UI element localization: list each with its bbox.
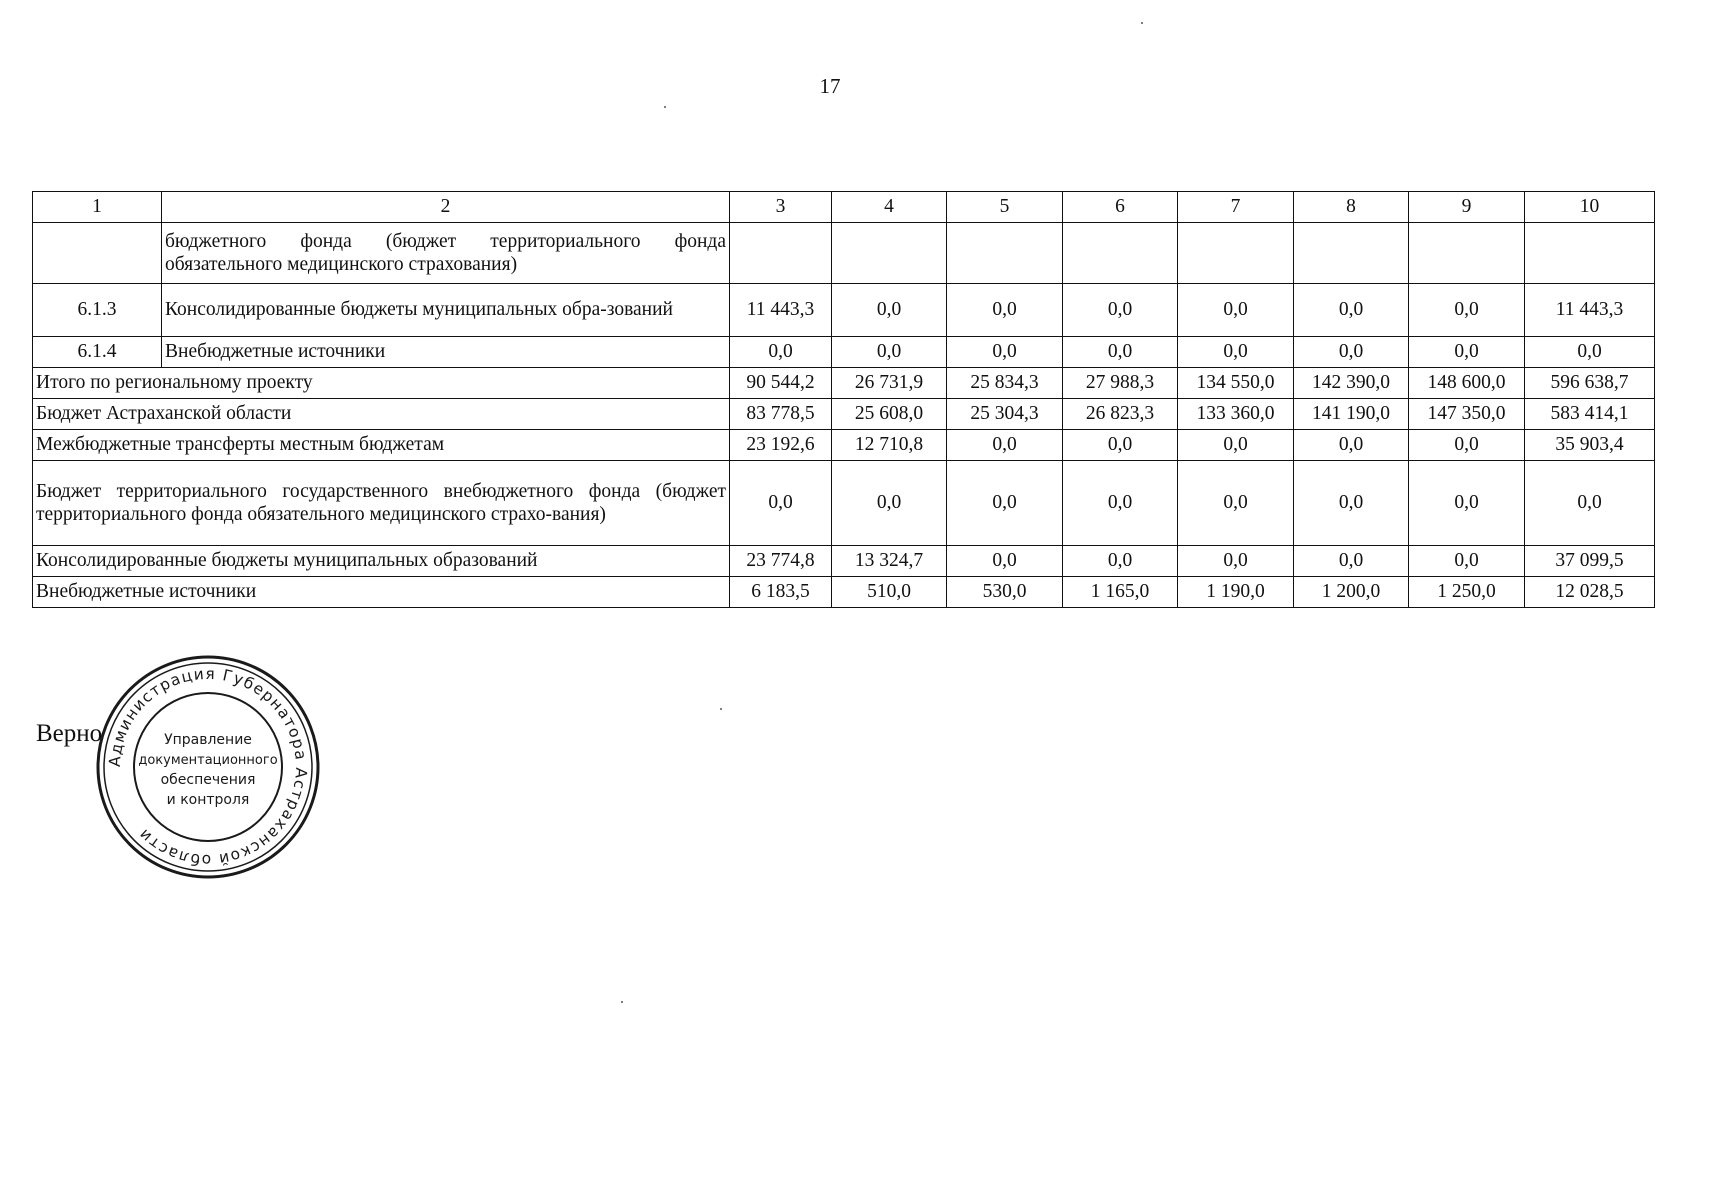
value-cell: 0,0	[1063, 461, 1178, 546]
value-cell	[832, 223, 947, 284]
total-label: Межбюджетные трансферты местным бюджетам	[33, 430, 730, 461]
value-cell: 0,0	[1525, 461, 1655, 546]
value-cell: 1 200,0	[1294, 577, 1409, 608]
value-cell	[1294, 223, 1409, 284]
total-label: Итого по региональному проекту	[33, 368, 730, 399]
value-cell: 83 778,5	[730, 399, 832, 430]
value-cell: 0,0	[1294, 461, 1409, 546]
value-cell: 37 099,5	[1525, 546, 1655, 577]
value-cell: 25 608,0	[832, 399, 947, 430]
value-cell: 0,0	[947, 284, 1063, 337]
stamp-ring-text: Администрация Губернатора Астраханской области	[105, 664, 311, 870]
table-header-row	[33, 192, 1655, 223]
column-header: 7	[1178, 192, 1294, 223]
value-cell: 0,0	[1063, 546, 1178, 577]
value-cell: 0,0	[1409, 284, 1525, 337]
value-cell: 0,0	[1409, 337, 1525, 368]
total-label: Консолидированные бюджеты муниципальных образований	[33, 546, 730, 577]
value-cell: 142 390,0	[1294, 368, 1409, 399]
stamp-center-line: Управление	[164, 732, 252, 748]
column-header: 1	[33, 192, 162, 223]
value-cell: 0,0	[1294, 284, 1409, 337]
value-cell: 0,0	[832, 284, 947, 337]
value-cell	[947, 223, 1063, 284]
value-cell: 596 638,7	[1525, 368, 1655, 399]
value-cell: 0,0	[1178, 284, 1294, 337]
value-cell: 0,0	[730, 337, 832, 368]
value-cell: 23 192,6	[730, 430, 832, 461]
value-cell: 90 544,2	[730, 368, 832, 399]
column-header: 8	[1294, 192, 1409, 223]
row-label: Консолидированные бюджеты муниципальных обра-зований	[162, 284, 730, 337]
value-cell: 0,0	[1294, 546, 1409, 577]
value-cell: 25 304,3	[947, 399, 1063, 430]
value-cell: 147 350,0	[1409, 399, 1525, 430]
value-cell: 530,0	[947, 577, 1063, 608]
value-cell: 134 550,0	[1178, 368, 1294, 399]
row-code	[33, 223, 162, 284]
value-cell: 0,0	[1063, 284, 1178, 337]
total-row	[33, 546, 1655, 577]
stamp-center-line: документационного	[138, 753, 278, 768]
official-stamp	[93, 652, 323, 882]
scan-speck	[621, 1001, 623, 1003]
total-label: Бюджет Астраханской области	[33, 399, 730, 430]
certification-text: Верно	[36, 720, 103, 747]
value-cell: 35 903,4	[1525, 430, 1655, 461]
value-cell: 0,0	[947, 337, 1063, 368]
value-cell: 0,0	[1525, 337, 1655, 368]
value-cell	[730, 223, 832, 284]
table-row	[33, 223, 1655, 284]
column-header: 10	[1525, 192, 1655, 223]
scan-speck	[1141, 22, 1143, 24]
value-cell: 148 600,0	[1409, 368, 1525, 399]
value-cell: 0,0	[1178, 430, 1294, 461]
value-cell	[1409, 223, 1525, 284]
value-cell: 0,0	[1063, 337, 1178, 368]
value-cell: 0,0	[947, 546, 1063, 577]
value-cell: 12 028,5	[1525, 577, 1655, 608]
table-row	[33, 284, 1655, 337]
value-cell: 0,0	[832, 337, 947, 368]
total-label: Внебюджетные источники	[33, 577, 730, 608]
column-header: 9	[1409, 192, 1525, 223]
budget-table	[32, 191, 1655, 608]
value-cell: 0,0	[1178, 461, 1294, 546]
value-cell: 1 190,0	[1178, 577, 1294, 608]
value-cell: 0,0	[947, 430, 1063, 461]
row-label: бюджетного фонда (бюджет территориального фонда обязательного медицинского страхования)	[162, 223, 730, 284]
total-row	[33, 461, 1655, 546]
value-cell: 0,0	[730, 461, 832, 546]
value-cell: 0,0	[1409, 430, 1525, 461]
page-number: 17	[819, 74, 841, 98]
column-header: 2	[162, 192, 730, 223]
value-cell: 141 190,0	[1294, 399, 1409, 430]
stamp-center-line: и контроля	[166, 792, 250, 808]
value-cell: 26 823,3	[1063, 399, 1178, 430]
value-cell: 23 774,8	[730, 546, 832, 577]
column-header: 3	[730, 192, 832, 223]
column-header: 4	[832, 192, 947, 223]
value-cell: 583 414,1	[1525, 399, 1655, 430]
value-cell: 0,0	[1294, 337, 1409, 368]
value-cell: 26 731,9	[832, 368, 947, 399]
value-cell: 0,0	[1409, 546, 1525, 577]
total-row	[33, 368, 1655, 399]
value-cell: 12 710,8	[832, 430, 947, 461]
scan-speck	[720, 708, 722, 710]
value-cell	[1063, 223, 1178, 284]
value-cell	[1525, 223, 1655, 284]
total-row	[33, 577, 1655, 608]
scan-speck	[664, 106, 666, 108]
value-cell: 11 443,3	[730, 284, 832, 337]
value-cell: 0,0	[947, 461, 1063, 546]
value-cell: 0,0	[1409, 461, 1525, 546]
value-cell: 0,0	[1178, 546, 1294, 577]
value-cell: 25 834,3	[947, 368, 1063, 399]
value-cell: 11 443,3	[1525, 284, 1655, 337]
total-label: Бюджет территориального государственного внебюджетного фонда (бюджет территориального фонда обязательного медицинского страхо-вания)	[33, 461, 730, 546]
stamp-center-line: обеспечения	[160, 772, 256, 788]
value-cell	[1178, 223, 1294, 284]
value-cell: 510,0	[832, 577, 947, 608]
table-row	[33, 337, 1655, 368]
row-code: 6.1.3	[33, 284, 162, 337]
value-cell: 27 988,3	[1063, 368, 1178, 399]
value-cell: 0,0	[832, 461, 947, 546]
value-cell: 13 324,7	[832, 546, 947, 577]
value-cell: 0,0	[1294, 430, 1409, 461]
value-cell: 1 165,0	[1063, 577, 1178, 608]
row-label: Внебюджетные источники	[162, 337, 730, 368]
value-cell: 0,0	[1063, 430, 1178, 461]
row-code: 6.1.4	[33, 337, 162, 368]
column-header: 5	[947, 192, 1063, 223]
column-header: 6	[1063, 192, 1178, 223]
value-cell: 0,0	[1178, 337, 1294, 368]
value-cell: 1 250,0	[1409, 577, 1525, 608]
value-cell: 6 183,5	[730, 577, 832, 608]
total-row	[33, 399, 1655, 430]
value-cell: 133 360,0	[1178, 399, 1294, 430]
total-row	[33, 430, 1655, 461]
